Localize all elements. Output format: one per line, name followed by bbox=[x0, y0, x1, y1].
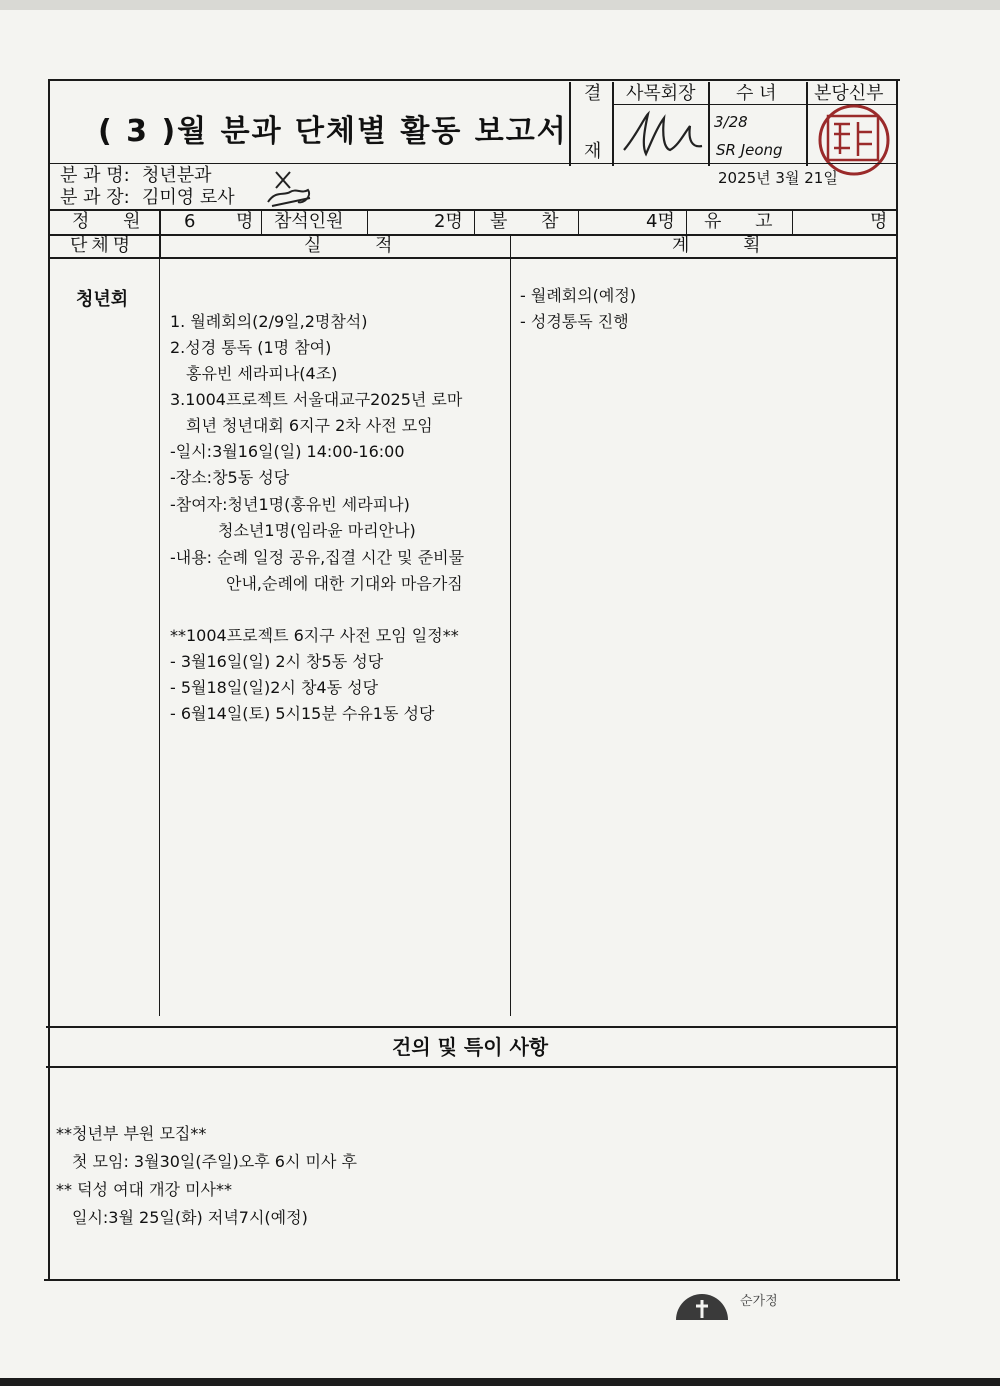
priest-seal bbox=[810, 98, 894, 178]
result-line: - 6월14일(토) 5시15분 수유1동 성당 bbox=[170, 704, 435, 723]
column-group-header: 단체명 bbox=[70, 235, 135, 256]
column-plan-header: 계 획 bbox=[672, 235, 785, 256]
paper-bottom-edge bbox=[0, 1378, 1000, 1386]
stats-divider-3 bbox=[367, 209, 368, 235]
leader-label: 분 과 장: bbox=[60, 187, 130, 208]
result-line: 홍유빈 세라피나(4조) bbox=[186, 364, 338, 383]
note-line: ** 덕성 여대 개강 미사** bbox=[56, 1180, 232, 1199]
note-line: 일시:3월 25일(화) 저녁7시(예정) bbox=[72, 1208, 308, 1227]
stats-divider-6 bbox=[686, 209, 687, 235]
result-line: -장소:창5동 성당 bbox=[170, 468, 290, 487]
approval-label-top: 결 bbox=[584, 83, 602, 104]
stats-divider-2 bbox=[261, 209, 262, 235]
frame-bottom bbox=[44, 1279, 900, 1281]
result-line: 3.1004프로젝트 서울대교구2025년 로마 bbox=[170, 390, 463, 409]
result-line: -참여자:청년1명(홍유빈 세라피나) bbox=[170, 495, 410, 514]
absent-value: 4명 bbox=[646, 211, 675, 232]
capacity-unit: 명 bbox=[236, 211, 254, 232]
footer-text: 순가정 bbox=[740, 1294, 778, 1309]
column-header-bottom-line bbox=[50, 257, 898, 259]
result-line: 청소년1명(임라윤 마리안나) bbox=[218, 521, 416, 540]
note-line: 첫 모임: 3월30일(주일)오후 6시 미사 후 bbox=[72, 1152, 357, 1171]
stats-divider-5 bbox=[578, 209, 579, 235]
result-line: 희년 청년대회 6지구 2차 사전 모임 bbox=[186, 416, 433, 435]
parish-logo-icon bbox=[672, 1290, 732, 1320]
capacity-label: 정 원 bbox=[72, 211, 155, 232]
approval-label-bottom: 재 bbox=[584, 141, 602, 162]
title-row-line bbox=[50, 163, 898, 164]
approval-role-nun: 수 녀 bbox=[736, 83, 777, 104]
stats-divider-4 bbox=[474, 209, 475, 235]
plan-line: - 성경통독 진행 bbox=[520, 312, 629, 331]
notes-title: 건의 및 특이 사항 bbox=[392, 1035, 549, 1059]
capacity-value: 6 bbox=[184, 211, 196, 232]
result-line: 2.성경 통독 (1명 참여) bbox=[170, 338, 332, 357]
result-line: -일시:3월16일(일) 14:00-16:00 bbox=[170, 442, 405, 461]
report-date: 2025년 3월 21일 bbox=[718, 169, 838, 187]
plan-line: - 월례회의(예정) bbox=[520, 286, 637, 305]
attend-value: 2명 bbox=[434, 211, 463, 232]
group-name: 청년회 bbox=[76, 289, 129, 310]
body-divider-group bbox=[159, 259, 160, 1016]
frame-left bbox=[48, 79, 50, 1281]
president-signature bbox=[618, 106, 708, 162]
excused-label: 유 고 bbox=[704, 211, 787, 232]
approval-divider-2 bbox=[708, 82, 710, 166]
stats-divider-7 bbox=[792, 209, 793, 235]
result-line: 1. 월례회의(2/9일,2명참석) bbox=[170, 312, 368, 331]
division-label: 분 과 명: bbox=[60, 165, 130, 186]
attend-label: 참석인원 bbox=[274, 211, 344, 232]
absent-label: 불 참 bbox=[490, 211, 573, 232]
approval-role-priest: 본당신부 bbox=[814, 83, 884, 104]
leader-name: 김미영 로사 bbox=[142, 187, 235, 208]
notes-header-line bbox=[46, 1066, 898, 1068]
result-line: -내용: 순례 일정 공유,집결 시간 및 준비물 bbox=[170, 548, 465, 567]
report-title: ( 3 )월 분과 단체별 활동 보고서 bbox=[98, 114, 568, 149]
paper-top-edge bbox=[0, 0, 1000, 10]
notes-top-line bbox=[46, 1026, 898, 1028]
leader-signature bbox=[262, 168, 318, 210]
result-line: - 5월18일(일)2시 창4동 성당 bbox=[170, 678, 379, 697]
result-line: 안내,순례에 대한 기대와 마음가짐 bbox=[226, 574, 463, 593]
excused-unit: 명 bbox=[870, 211, 888, 232]
approval-divider-1 bbox=[612, 82, 614, 166]
approval-role-president: 사목회장 bbox=[626, 83, 696, 104]
approval-left-line bbox=[569, 82, 571, 166]
body-divider-results bbox=[510, 236, 511, 1016]
frame-top bbox=[48, 79, 900, 81]
nun-note-name: SR Jeong bbox=[716, 141, 783, 159]
note-line: **청년부 부원 모집** bbox=[56, 1124, 207, 1143]
approval-divider-3 bbox=[806, 82, 808, 166]
stats-divider-1 bbox=[159, 209, 161, 259]
frame-right bbox=[896, 79, 898, 1281]
result-line: - 3월16일(일) 2시 창5동 성당 bbox=[170, 652, 384, 671]
division-name: 청년분과 bbox=[142, 165, 212, 186]
result-line: **1004프로젝트 6지구 사전 모임 일정** bbox=[170, 626, 459, 645]
column-results-header: 실 적 bbox=[304, 235, 417, 256]
nun-note-date: 3/28 bbox=[714, 113, 748, 131]
